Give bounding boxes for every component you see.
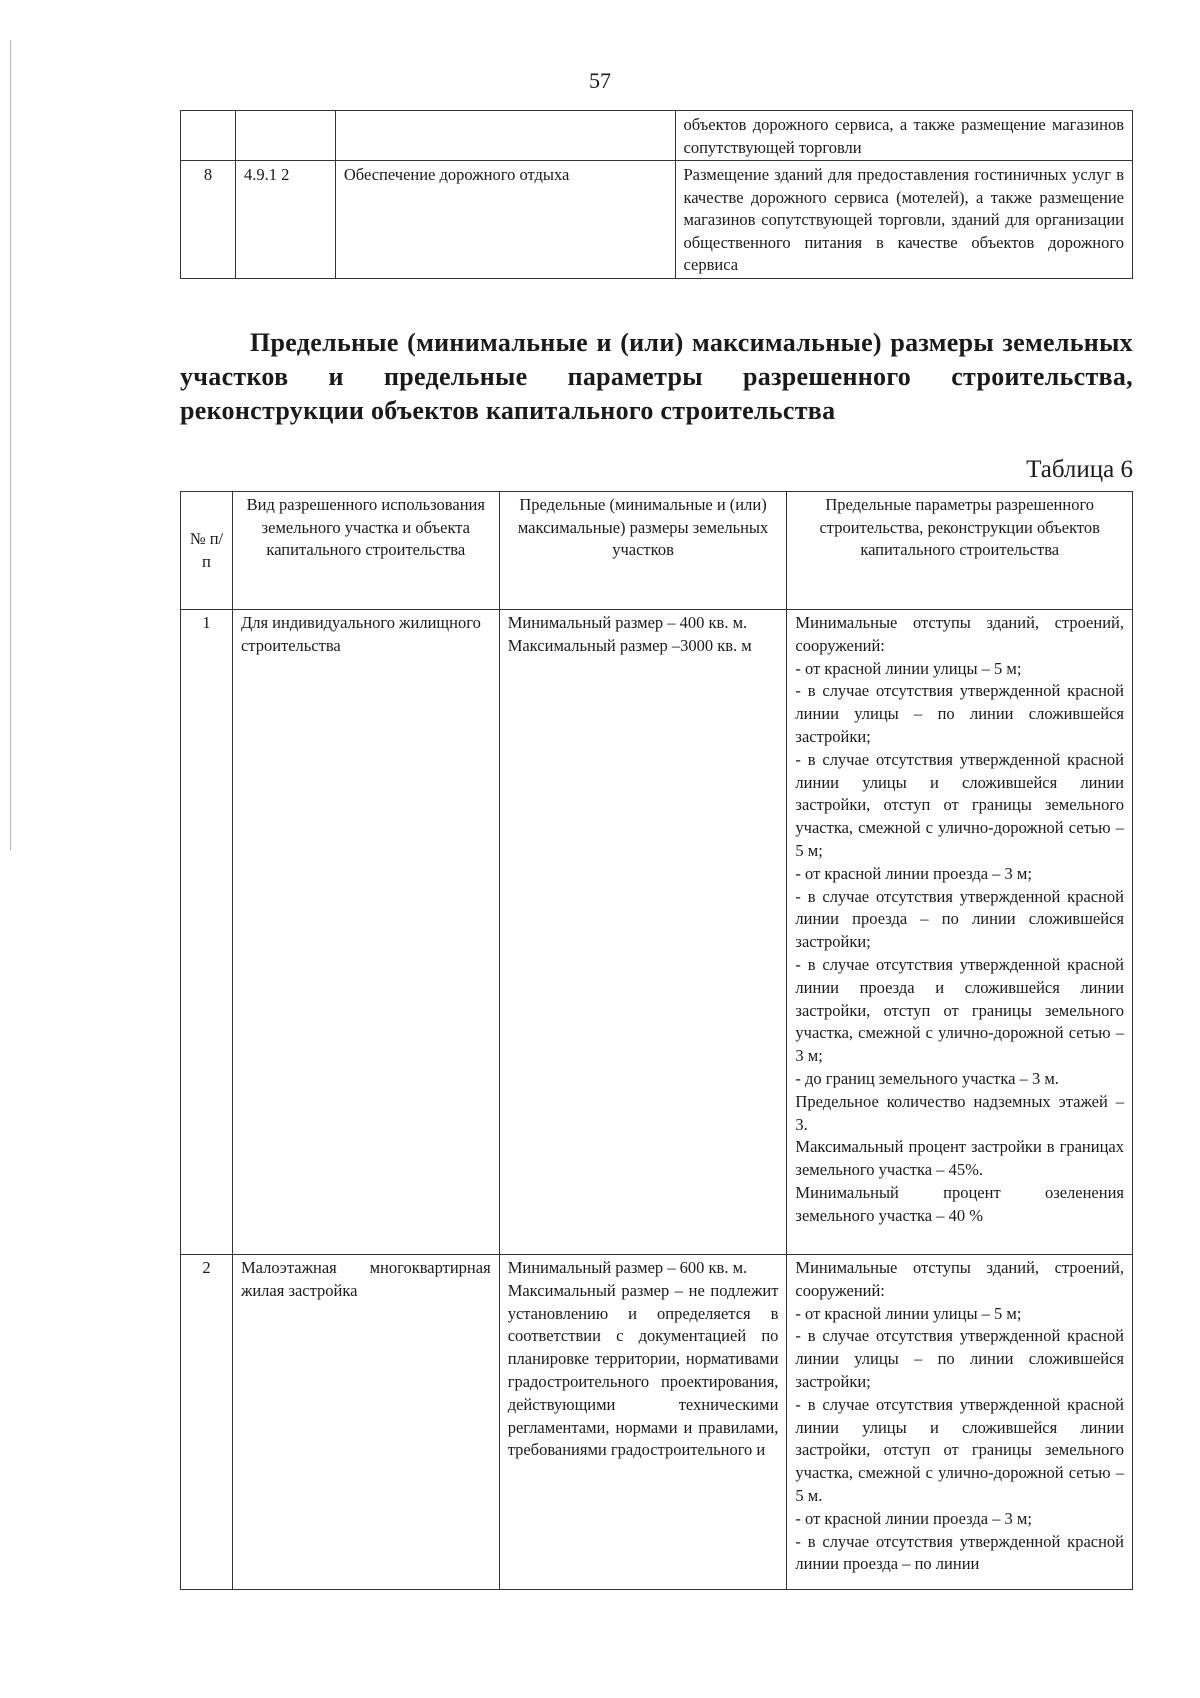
param-line: Минимальные отступы зданий, строений, сооружений: (795, 613, 1124, 655)
size-line: Минимальный размер – 600 кв. м. (507, 1258, 748, 1277)
param-line: - в случае отсутствия утвержденной красной линии улицы и сложившейся линии застройки, отступ от границы земельного участка, смежной с улично-дорожной сетью – 5 м. (795, 1394, 1124, 1505)
row-number (181, 111, 236, 161)
param-line: Предельное количество надземных этажей – 3. (795, 1091, 1124, 1134)
row-use-type: Для индивидуального жилищного строительства (232, 610, 499, 1255)
row-use-type: Малоэтажная многоквартирная жилая застройка (232, 1255, 499, 1590)
row-build-params (787, 1255, 1133, 1590)
size-line: Максимальный размер – не подлежит установлению и определяется в соответствии с документацией по планировке территории, нормативами градостроительного проектирования, действующими техническими регламентами, нормами и правилами, требованиями градостроительного и (507, 1280, 779, 1460)
header-use-type: Вид разрешенного использования земельного участка и объекта капитального строительства (232, 492, 499, 610)
table-row (181, 161, 1133, 279)
param-line: - от красной линии проезда – 3 м; (795, 863, 1032, 883)
row-description: объектов дорожного сервиса, а также размещение магазинов сопутствующей торговли (675, 111, 1133, 161)
size-line: Минимальный размер – 400 кв. м. (507, 613, 748, 632)
row-plot-sizes (499, 1255, 787, 1590)
row-code: 4.9.1 2 (235, 161, 335, 279)
param-line: Максимальный процент застройки в границах земельного участка – 45%. (795, 1137, 1124, 1180)
row-description: Размещение зданий для предоставления гостиничных услуг в качестве дорожного сервиса (мотелей), а также размещение магазинов сопутствующей торговли, зданий для организации общественного питания в качестве объектов дорожного сервиса (675, 161, 1133, 279)
section-heading (180, 326, 1133, 428)
row-plot-sizes (499, 610, 787, 1255)
page-number: 57 (589, 68, 611, 93)
param-line: Минимальные отступы зданий, строений, сооружений: (795, 1258, 1124, 1300)
size-line: Максимальный размер –3000 кв. м (507, 635, 752, 655)
row-name: Обеспечение дорожного отдыха (335, 161, 675, 279)
table-caption: Таблица 6 (1026, 456, 1133, 483)
header-number: № п/п (181, 492, 233, 610)
param-line: - в случае отсутствия утвержденной красной линии проезда и сложившейся линии застройки, отступ от границы земельного участка, смежной с улично-дорожной сетью – 3 м; (795, 954, 1124, 1066)
row-number: 1 (181, 610, 233, 1255)
top-table (180, 110, 1133, 279)
row-name (335, 111, 675, 161)
row-code (235, 111, 335, 161)
limits-table (180, 491, 1133, 1590)
header-build-params: Предельные параметры разрешенного строительства, реконструкции объектов капитального строительства (787, 492, 1133, 610)
param-line: - в случае отсутствия утвержденной красной линии проезда – по линии (795, 1531, 1124, 1574)
row-number: 8 (181, 161, 236, 279)
table-row (181, 1255, 1133, 1590)
param-line: - до границ земельного участка – 3 м. (795, 1068, 1059, 1088)
header-plot-sizes: Предельные (минимальные и (или) максимальные) размеры земельных участков (499, 492, 787, 610)
table-row (181, 111, 1133, 161)
param-line: - в случае отсутствия утвержденной красной линии улицы – по линии сложившейся застройки; (795, 681, 1124, 746)
heading-text: Предельные (минимальные и (или) максимальные) размеры земельных участков и предельные параметры разрешенного строительства, реконструкции объектов капитального строительства (180, 328, 1133, 425)
param-line: - в случае отсутствия утвержденной красной линии улицы и сложившейся линии застройки, отступ от границы земельного участка, смежной с улично-дорожной сетью – 5 м; (795, 749, 1124, 860)
param-line: Минимальный процент озеленения земельного участка – 40 % (795, 1182, 1124, 1225)
table-header-row (181, 492, 1133, 610)
scan-edge-line (10, 40, 11, 850)
table-row (181, 610, 1133, 1255)
row-number: 2 (181, 1255, 233, 1590)
param-line: - в случае отсутствия утвержденной красной линии проезда – по линии сложившейся застройки; (795, 886, 1124, 952)
param-line: - от красной линии улицы – 5 м; (795, 1303, 1022, 1323)
param-line: - от красной линии улицы – 5 м; (795, 658, 1022, 678)
param-line: - в случае отсутствия утвержденной красной линии улицы – по линии сложившейся застройки; (795, 1326, 1124, 1391)
param-line: - от красной линии проезда – 3 м; (795, 1508, 1032, 1528)
row-build-params (787, 610, 1133, 1255)
